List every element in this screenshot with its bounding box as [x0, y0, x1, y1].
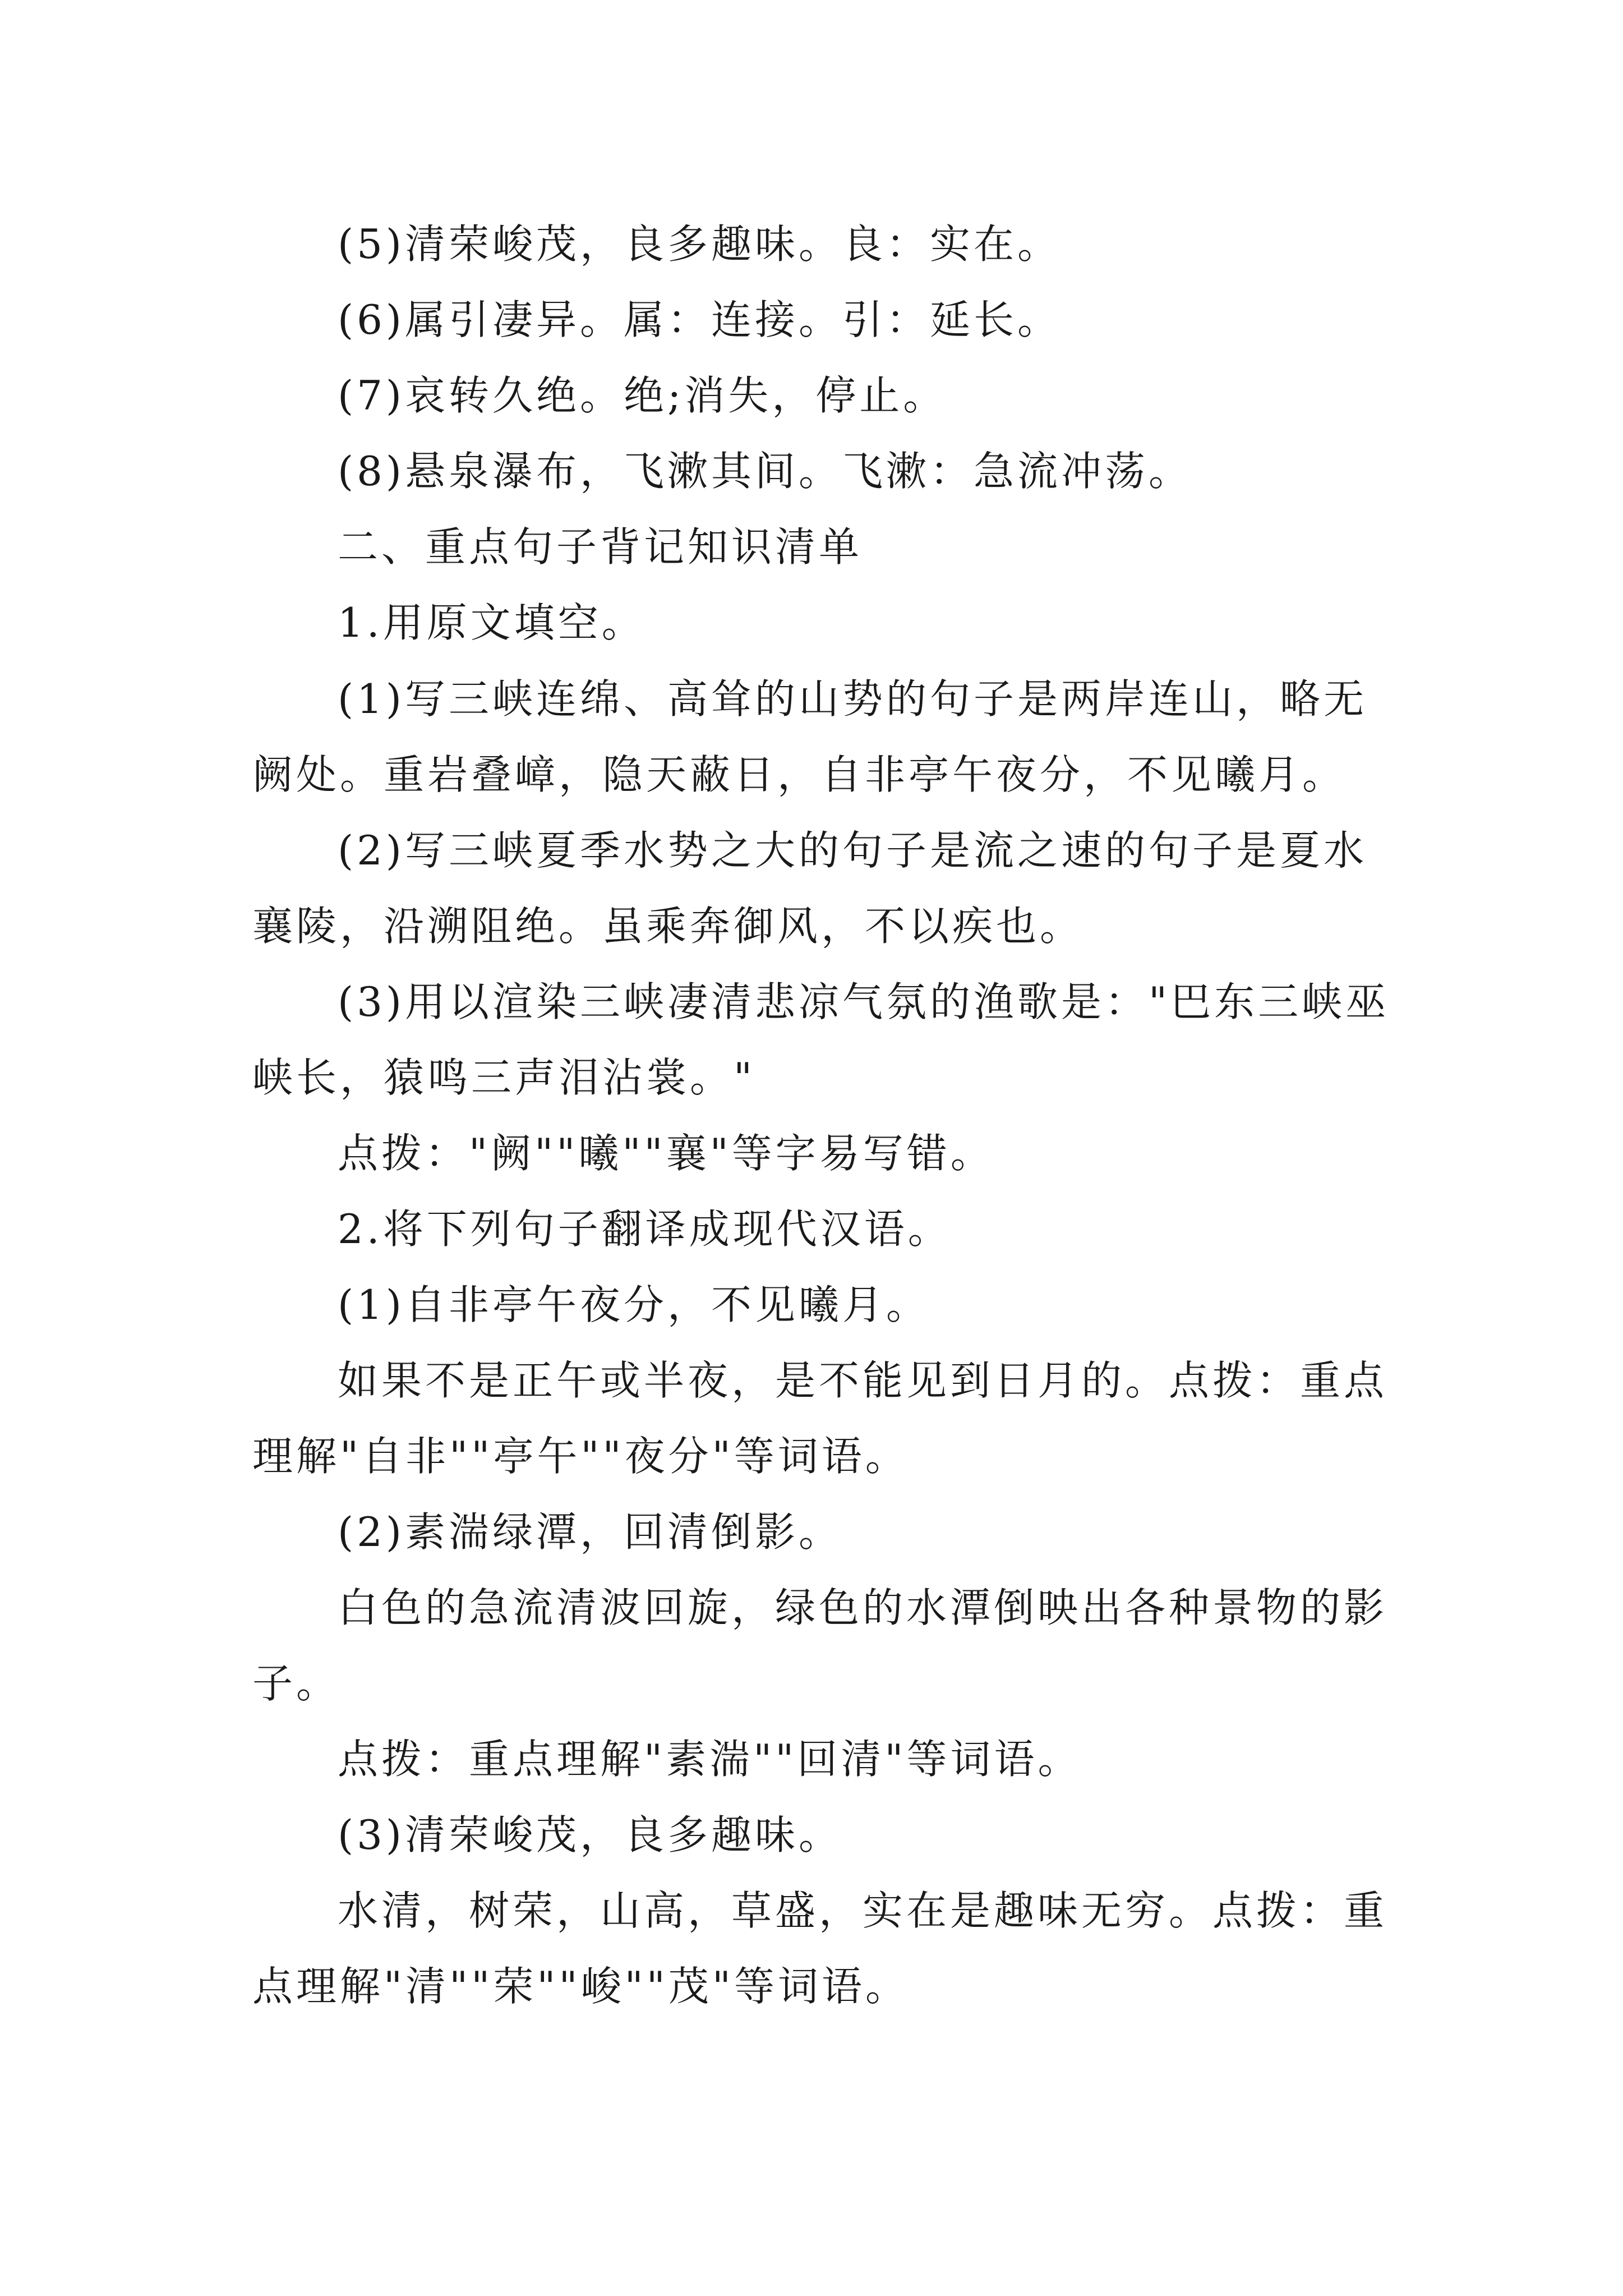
text-line: (8)悬泉瀑布，飞漱其间。飞漱：急流冲荡。	[338, 448, 1192, 495]
text-line: (3)清荣峻茂，良多趣味。	[338, 1811, 842, 1858]
text-line: 水清，树荣，山高，草盛，实在是趣味无穷。点拨：重	[338, 1887, 1388, 1934]
section-heading: 二、重点句子背记知识清单	[338, 523, 863, 570]
text-line: 白色的急流清波回旋，绿色的水潭倒映出各种景物的影	[338, 1584, 1388, 1631]
text-line: 理解"自非""亭午""夜分"等词语。	[252, 1433, 909, 1480]
text-line: 1.用原文填空。	[338, 599, 645, 646]
text-line: (1)写三峡连绵、高耸的山势的句子是两岸连山，略无	[338, 675, 1367, 723]
text-line: (3)用以渲染三峡凄清悲凉气氛的渔歌是："巴东三峡巫	[338, 978, 1390, 1025]
text-line: 2.将下列句子翻译成现代汉语。	[338, 1205, 952, 1253]
text-line: (7)哀转久绝。绝;消失，停止。	[338, 372, 947, 419]
text-line: (1)自非亭午夜分，不见曦月。	[338, 1281, 930, 1328]
text-line: 子。	[252, 1660, 340, 1707]
text-line: 阙处。重岩叠嶂，隐天蔽日，自非亭午夜分，不见曦月。	[252, 751, 1347, 798]
text-line: (5)清荣峻茂，良多趣味。良：实在。	[338, 220, 1061, 268]
text-line: 点拨：重点理解"素湍""回清"等词语。	[338, 1736, 1082, 1783]
text-line: (6)属引凄异。属：连接。引：延长。	[338, 296, 1061, 343]
text-line: 点拨："阙""曦""襄"等字易写错。	[338, 1130, 994, 1177]
text-line: 如果不是正午或半夜，是不能见到日月的。点拨：重点	[338, 1357, 1388, 1404]
text-line: 峡长，猿鸣三声泪沾裳。"	[252, 1054, 756, 1101]
text-line: 点理解"清""荣""峻""茂"等词语。	[252, 1963, 909, 2010]
text-line: 襄陵，沿溯阻绝。虽乘奔御风，不以疾也。	[252, 903, 1084, 950]
text-line: (2)素湍绿潭，回清倒影。	[338, 1508, 842, 1556]
text-line: (2)写三峡夏季水势之大的句子是流之速的句子是夏水	[338, 827, 1367, 874]
